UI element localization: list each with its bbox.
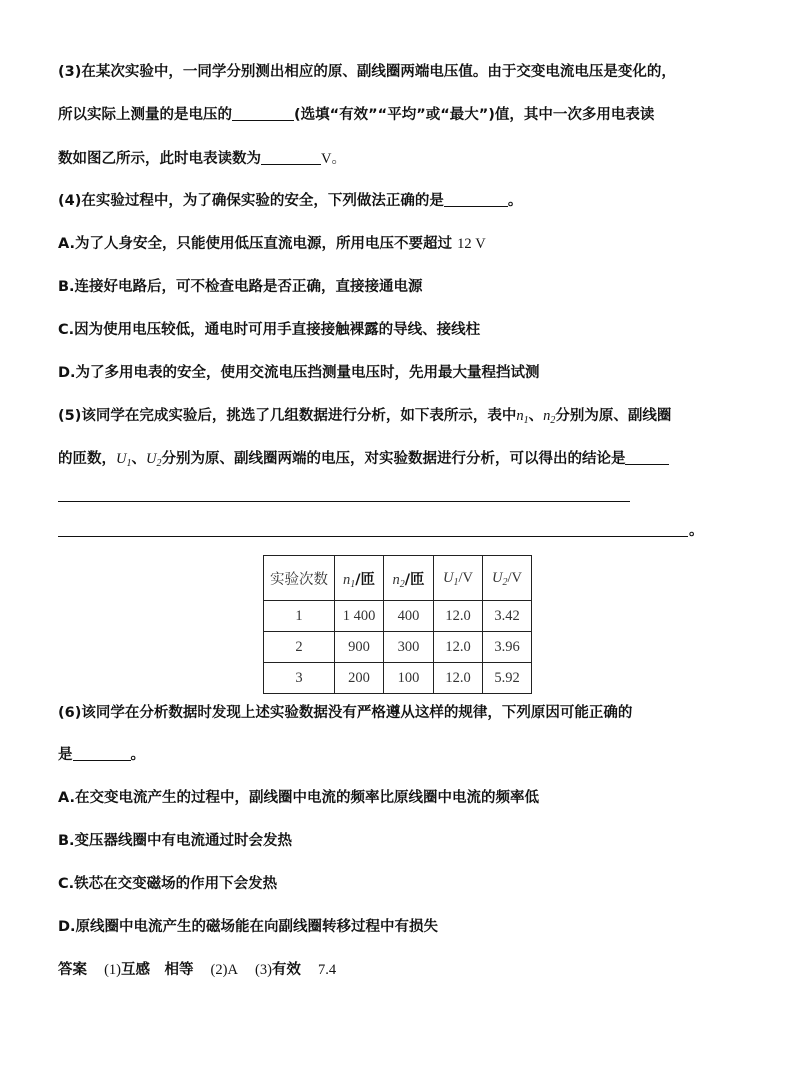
table-cell: 100 <box>384 663 434 694</box>
q3-line-1-text: (3)在某次实验中，一同学分别测出相应的原、副线圈两端电压值。由于交变电流电压是变化的， <box>58 64 676 80</box>
table-cell: 12.0 <box>434 663 483 694</box>
q6-stem-2-after: 。 <box>130 747 145 763</box>
table-cell: 3.42 <box>483 601 532 632</box>
q6-option-a-text: A.在交变电流产生的过程中，副线圈中电流的频率比原线圈中电流的频率低 <box>58 790 539 806</box>
answer-part-3-text: 有效 <box>271 962 301 978</box>
q5-end-mark <box>689 522 704 540</box>
q4-option-d <box>58 364 540 382</box>
q4-option-a-text: A.为了人身安全，只能使用低压直流电源，所用电压不要超过 <box>58 236 452 252</box>
q4-option-a <box>58 235 486 253</box>
q4-option-c-text: C.因为使用电压较低，通电时可用手直接接触裸露的导线、接线柱 <box>58 322 481 338</box>
table-cell: 900 <box>335 632 384 663</box>
q6-option-a <box>58 789 539 807</box>
q5-sep-1: 、 <box>528 408 544 424</box>
q6-stem-1 <box>58 704 632 722</box>
table-cell: 400 <box>384 601 434 632</box>
header-n1: $n_1/$匝 <box>335 556 384 601</box>
q6-option-d-text: D.原线圈中电流产生的磁场能在向副线圈转移过程中有损失 <box>58 919 439 935</box>
q4-option-a-value: 12 V <box>457 236 486 252</box>
answer-part-3-value: 7.4 <box>317 962 337 978</box>
table-cell: 12.0 <box>434 632 483 663</box>
q6-stem-1-text: (6)该同学在分析数据时发现上述实验数据没有严格遵从这样的规律，下列原因可能正确的 <box>58 705 633 721</box>
answer-line-conclusion-2[interactable] <box>58 536 688 537</box>
q5-line-2-b: 分别为原、副线圈两端的电压，对实验数据进行分析，可以得出的结论是 <box>161 451 626 467</box>
q3-line-3-before: 数如图乙所示，此时电表读数为 <box>58 151 261 167</box>
answer-label: 答案 <box>58 962 87 978</box>
table-cell: 5.92 <box>483 663 532 694</box>
symbol-u1: $U_1$ <box>116 451 132 469</box>
q5-line-2-a: 的匝数， <box>58 451 116 467</box>
q4-option-c <box>58 321 480 339</box>
symbol-n2: $n_2$ <box>543 408 556 426</box>
table-cell: 1 <box>264 601 335 632</box>
q4-stem-before: (4)在实验过程中，为了确保实验的安全，下列做法正确的是 <box>58 193 444 209</box>
q3-unit: V。 <box>321 151 346 167</box>
q6-stem-2 <box>58 746 145 764</box>
q4-option-b-text: B.连接好电路后，可不检查电路是否正确，直接接通电源 <box>58 279 423 295</box>
answer-part-2: (2)A <box>210 962 238 978</box>
q6-option-b <box>58 832 292 850</box>
q5-end-period: 。 <box>689 523 704 539</box>
table-row <box>264 663 532 694</box>
answer-line-conclusion-1[interactable] <box>58 501 630 502</box>
q4-stem-after: 。 <box>507 193 523 209</box>
answer-blank-voltage-type[interactable] <box>232 106 294 121</box>
table-row <box>264 632 532 663</box>
answer-key <box>58 961 336 979</box>
data-table <box>263 555 532 694</box>
q6-option-b-text: B.变压器线圈中有电流通过时会发热 <box>58 833 293 849</box>
answer-part-3-number: (3) <box>255 962 272 978</box>
q5-line-1-b: 分别为原、副线圈 <box>555 408 672 424</box>
table-cell: 200 <box>335 663 384 694</box>
q5-sep-2: 、 <box>131 451 146 467</box>
table-row <box>264 601 532 632</box>
q3-line-2 <box>58 106 654 124</box>
table-cell: 300 <box>384 632 434 663</box>
table-header-row <box>264 556 532 601</box>
symbol-n1: $n_1$ <box>516 408 529 426</box>
q6-stem-2-before: 是 <box>58 747 73 763</box>
answer-blank-q4[interactable] <box>444 192 508 207</box>
answer-blank-q6[interactable] <box>73 746 131 761</box>
header-u1: $U_1/V$ <box>434 556 483 601</box>
q4-option-b <box>58 278 423 296</box>
symbol-u2: $U_2$ <box>145 451 162 469</box>
q5-line-1 <box>58 407 671 425</box>
q6-option-c-text: C.铁芯在交变磁场的作用下会发热 <box>58 876 278 892</box>
q4-stem <box>58 192 522 210</box>
header-u2: $U_2/V$ <box>483 556 532 601</box>
q6-option-c <box>58 875 277 893</box>
answer-part-1-text: 互感 相等 <box>120 962 194 978</box>
answer-blank-meter-reading[interactable] <box>261 150 321 165</box>
q5-line-2 <box>58 450 669 468</box>
q6-option-d <box>58 918 438 936</box>
q3-line-2-after: (选填“有效”“平均”或“最大”)值，其中一次多用电表读 <box>294 107 655 123</box>
q3-line-3 <box>58 150 346 168</box>
q4-option-d-text: D.为了多用电表的安全，使用交流电压挡测量电压时，先用最大量程挡试测 <box>58 365 540 381</box>
header-n2: $n_2/$匝 <box>384 556 434 601</box>
table-cell: 12.0 <box>434 601 483 632</box>
table-cell: 2 <box>264 632 335 663</box>
q3-line-1 <box>58 63 676 81</box>
answer-blank-conclusion-start[interactable] <box>625 450 669 465</box>
table-cell: 1 400 <box>335 601 384 632</box>
answer-part-1-number: (1) <box>104 962 121 978</box>
table-cell: 3 <box>264 663 335 694</box>
table-cell: 3.96 <box>483 632 532 663</box>
q3-line-2-before: 所以实际上测量的是电压的 <box>58 107 232 123</box>
q5-line-1-a: (5)该同学在完成实验后，挑选了几组数据进行分析，如下表所示，表中 <box>58 408 517 424</box>
header-trial-number: 实验次数 <box>264 556 335 601</box>
